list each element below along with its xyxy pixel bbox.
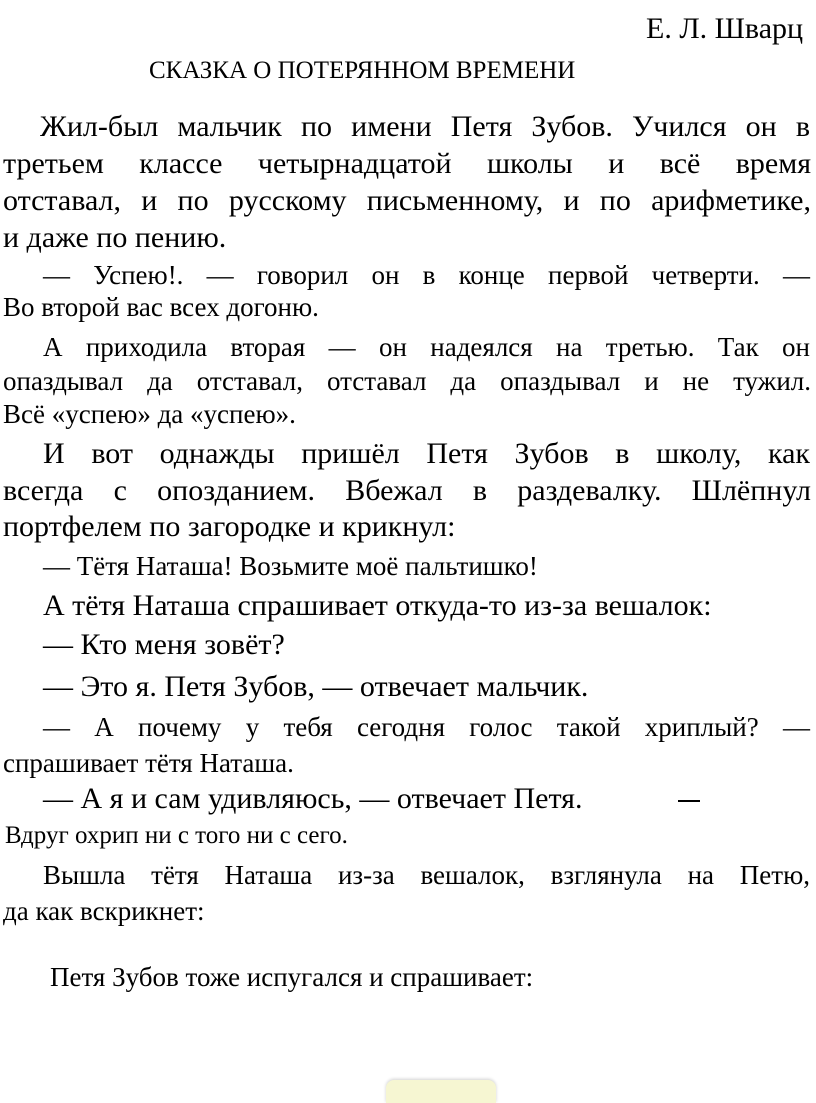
text-line: Петя Зубов тоже испугался и спрашивает:: [50, 962, 534, 992]
text-line: Вышла тётя Наташа из-за вешалок, взглянула на Петю,: [43, 860, 810, 890]
text-line: Вдруг охрип ни с того ни с сего.: [5, 822, 348, 849]
text-line: — Это я. Петя Зубов, — отвечает мальчик.: [43, 670, 589, 703]
page-tab[interactable]: [386, 1080, 496, 1103]
text-line: Всё «успею» да «успею».: [3, 399, 296, 429]
story-title: СКАЗКА О ПОТЕРЯННОМ ВРЕМЕНИ: [149, 57, 576, 84]
text-line: да как вскрикнет:: [3, 896, 205, 926]
text-line: А приходила вторая — он надеялся на третью. Так он: [43, 332, 810, 362]
text-line: — А почему у тебя сегодня голос такой хриплый? —: [43, 712, 810, 742]
text-line: спрашивает тётя Наташа.: [3, 748, 294, 778]
text-line: А тётя Наташа спрашивает откуда-то из-за вешалок:: [43, 589, 712, 622]
text-line: отставал, и по русскому письменному, и по арифметике,: [3, 184, 811, 217]
dash-mark: [678, 800, 700, 802]
text-line: — Тётя Наташа! Возьмите моё пальтишко!: [43, 551, 538, 581]
text-line: третьем классе четырнадцатой школы и всё время: [3, 147, 811, 180]
text-line: И вот однажды пришёл Петя Зубов в школу, как: [43, 437, 810, 470]
text-line: Жил-был мальчик по имени Петя Зубов. Учился он в: [40, 110, 810, 143]
text-line: и даже по пению.: [3, 221, 227, 254]
text-line: опаздывал да отставал, отставал да опаздывал и не тужил.: [3, 366, 811, 396]
text-line: портфелем по загородке и крикнул:: [3, 510, 456, 543]
text-line: — Кто меня зовёт?: [43, 628, 285, 661]
text-line: Во второй вас всех догоню.: [3, 292, 319, 322]
author-line: Е. Л. Шварц: [646, 12, 804, 45]
text-line: — А я и сам удивляюсь, — отвечает Петя.: [43, 782, 583, 815]
text-line: всегда с опозданием. Вбежал в раздевалку. Шлёпнул: [3, 474, 811, 507]
text-line: — Успею!. — говорил он в конце первой четверти. —: [43, 260, 810, 290]
